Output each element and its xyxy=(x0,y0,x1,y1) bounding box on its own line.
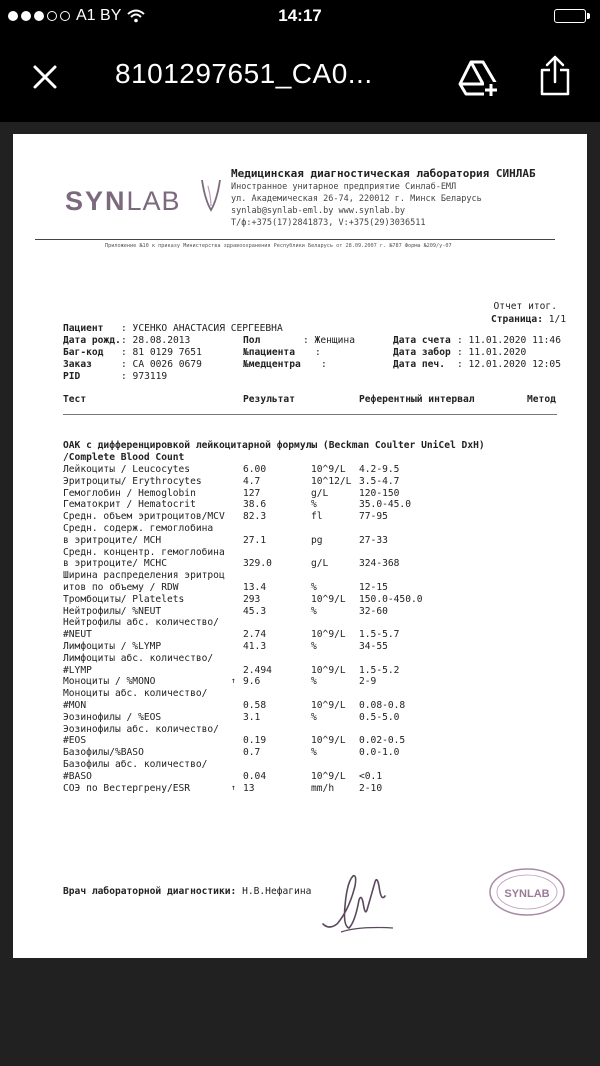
table-row xyxy=(63,582,563,594)
test-ref: 0.5-5.0 xyxy=(359,711,400,723)
test-ref: 12-15 xyxy=(359,581,388,593)
patient-label: Пациент xyxy=(63,323,104,334)
test-ref: 77-95 xyxy=(359,511,388,523)
test-ref: 1.5-5.7 xyxy=(359,629,400,641)
test-value: 0.58 xyxy=(243,699,267,711)
test-name: Лейкоциты / Leucocytes xyxy=(63,464,191,475)
stamp-icon xyxy=(487,866,567,918)
divider xyxy=(63,414,557,415)
test-value: 27.1 xyxy=(243,534,267,546)
test-value: 0.7 xyxy=(243,747,261,759)
file-title: 8101297651_CA0... xyxy=(115,58,373,89)
page-value: 1/1 xyxy=(548,314,567,325)
high-flag-icon: ↑ xyxy=(231,782,236,792)
test-unit: % xyxy=(311,605,317,617)
table-row xyxy=(63,747,563,759)
test-name: Нейтрофилы абс. количество/ xyxy=(63,617,219,629)
test-name: Гематокрит / Hematocrit xyxy=(63,499,196,511)
test-value: 45.3 xyxy=(243,605,267,617)
table-row xyxy=(63,759,563,771)
test-name: Нейтрофилы/ %NEUT xyxy=(63,605,162,617)
test-unit: 10^9/L xyxy=(311,770,346,782)
section-title: ОАК с дифференцировкой лейкоцитарной формулы (Beckman Coulter UniCel DxH) /Complete Blood Count xyxy=(63,440,485,463)
table-row xyxy=(63,511,563,523)
test-unit: % xyxy=(311,711,317,723)
table-row xyxy=(63,665,563,677)
toggle-icon xyxy=(554,9,586,23)
test-unit: g/L xyxy=(311,558,329,570)
test-name: Гемоглобин / Hemoglobin xyxy=(63,487,196,499)
test-ref: 2-10 xyxy=(359,782,383,794)
table-row xyxy=(63,558,563,570)
table-row xyxy=(63,606,563,618)
test-name: Эозинофилы / %EOS xyxy=(63,711,162,723)
test-ref: 150.0-450.0 xyxy=(359,593,423,605)
lab-header xyxy=(231,168,536,229)
invoice-value: : 11.01.2020 11:46 xyxy=(457,335,561,346)
lab-line-1: Иностранное унитарное предприятие Синлаб-ЕМЛ xyxy=(231,182,457,192)
sex-value: : Женщина xyxy=(303,335,355,346)
test-ref: 32-60 xyxy=(359,605,388,617)
clock: 14:17 xyxy=(278,6,322,25)
table-row xyxy=(63,735,563,747)
test-ref: 27-33 xyxy=(359,534,388,546)
test-unit: % xyxy=(311,676,317,688)
document-page xyxy=(13,134,587,958)
test-name: Лимфоциты / %LYMP xyxy=(63,640,162,652)
carrier-label: A1 BY xyxy=(76,7,122,24)
test-ref: 35.0-45.0 xyxy=(359,499,411,511)
test-name: Базофилы/%BASO xyxy=(63,747,144,759)
col-test: Тест xyxy=(63,394,87,405)
test-ref: 34-55 xyxy=(359,640,388,652)
share-icon[interactable] xyxy=(538,54,572,96)
test-ref: 0.0-1.0 xyxy=(359,747,400,759)
lab-title: Медицинская диагностическая лаборатория СИНЛАБ xyxy=(231,167,536,180)
col-result: Результат xyxy=(243,394,295,405)
test-value: 127 xyxy=(243,487,261,499)
test-unit: 10^9/L xyxy=(311,735,346,747)
collect-label: Дата забор xyxy=(393,347,451,358)
table-row xyxy=(63,617,563,629)
test-ref: 0.02-0.5 xyxy=(359,735,406,747)
test-value: 13.4 xyxy=(243,581,267,593)
col-method: Метод xyxy=(527,394,556,405)
decree-note: Приложение №10 к приказу Министерства здравоохранения Республики Беларусь от 28.09.2007 г. №787 Форма №209/у-07 xyxy=(105,243,452,249)
test-value: 329.0 xyxy=(243,558,272,570)
test-unit: % xyxy=(311,499,317,511)
test-value: 82.3 xyxy=(243,511,267,523)
test-value: 3.1 xyxy=(243,711,261,723)
test-name: в эритроците/ MCH xyxy=(63,534,162,546)
status-bar xyxy=(0,0,600,34)
test-value: 6.00 xyxy=(243,464,267,475)
test-name: Лимфоциты абс. количество/ xyxy=(63,652,214,664)
table-row xyxy=(63,712,563,724)
print-label: Дата печ. xyxy=(393,359,445,370)
test-ref: 2-9 xyxy=(359,676,377,688)
test-unit: % xyxy=(311,581,317,593)
dob-label: Дата рожд. xyxy=(63,335,121,346)
table-row xyxy=(63,641,563,653)
test-ref: 324-368 xyxy=(359,558,400,570)
test-ref: 1.5-5.2 xyxy=(359,664,400,676)
print-value: : 12.01.2020 12:05 xyxy=(457,359,561,370)
table-row xyxy=(63,488,563,500)
results-table xyxy=(63,464,563,794)
order-label: Заказ xyxy=(63,359,92,370)
test-ref: 120-150 xyxy=(359,487,400,499)
drive-add-icon[interactable] xyxy=(458,58,498,98)
test-unit: 10^9/L xyxy=(311,593,346,605)
test-ref: 4.2-9.5 xyxy=(359,464,400,475)
test-name: Моноциты / %MONO xyxy=(63,676,156,688)
table-row xyxy=(63,629,563,641)
page-label: Страница: xyxy=(491,314,543,325)
test-value: 0.19 xyxy=(243,735,267,747)
test-value: 2.74 xyxy=(243,629,267,641)
test-value: 293 xyxy=(243,593,261,605)
table-row xyxy=(63,771,563,783)
patient-value: : УСЕНКО АНАСТАСИЯ СЕРГЕЕВНА xyxy=(121,323,283,334)
test-name: СОЭ по Вестергрену/ESR xyxy=(63,782,191,794)
test-name: Тромбоциты/ Platelets xyxy=(63,593,185,605)
test-unit: mm/h xyxy=(311,782,335,794)
test-unit: 10^12/L xyxy=(311,475,352,487)
test-name: в эритроците/ MCHC xyxy=(63,558,167,570)
table-row xyxy=(63,499,563,511)
test-unit: fl xyxy=(311,511,323,523)
barcode-label: Баг-код xyxy=(63,347,104,358)
report-title: Отчет итог. xyxy=(493,301,557,312)
table-row xyxy=(63,676,563,688)
logo-mark-icon xyxy=(199,178,223,212)
test-value: 2.494 xyxy=(243,664,272,676)
test-unit: 10^9/L xyxy=(311,664,346,676)
test-unit: % xyxy=(311,747,317,759)
test-value: 4.7 xyxy=(243,475,261,487)
test-unit: 10^9/L xyxy=(311,629,346,641)
col-ref: Референтный интервал xyxy=(359,394,475,405)
signature-icon xyxy=(319,866,399,936)
sex-label: Пол xyxy=(243,335,261,346)
patient-no-label: №пациента xyxy=(243,347,295,358)
test-name: Средн. содерж. гемоглобина xyxy=(63,522,214,534)
divider xyxy=(35,239,555,240)
lab-line-3: synlab@synlab-eml.by www.synlab.by xyxy=(231,206,405,216)
test-name: Базофилы абс. количество/ xyxy=(63,758,208,770)
test-value: 0.04 xyxy=(243,770,267,782)
table-row xyxy=(63,783,563,795)
table-row xyxy=(63,547,563,559)
test-name: Средн. концентр. гемоглобина xyxy=(63,546,225,558)
doctor-name: Н.В.Нефагина xyxy=(242,886,312,897)
invoice-label: Дата счета xyxy=(393,335,451,346)
test-unit: % xyxy=(311,640,317,652)
test-value: 41.3 xyxy=(243,640,267,652)
test-unit: pg xyxy=(311,534,323,546)
test-name: Ширина распределения эритроц xyxy=(63,570,225,582)
nav-bar xyxy=(0,34,600,122)
close-icon[interactable] xyxy=(30,62,60,92)
test-unit: 10^9/L xyxy=(311,464,346,475)
report-info xyxy=(491,300,567,326)
test-name: итов по объему / RDW xyxy=(63,581,179,593)
test-name: Средн. объем эритроцитов/MCV xyxy=(63,511,225,523)
patient-no-value: : xyxy=(315,347,321,358)
order-value: : CA 0026 0679 xyxy=(121,359,202,370)
lab-line-4: Т/ф:+375(17)2841873, V:+375(29)3036511 xyxy=(231,218,426,228)
table-row xyxy=(63,523,563,535)
table-row xyxy=(63,535,563,547)
high-flag-icon: ↑ xyxy=(231,676,236,686)
medcenter-label: №медцентра xyxy=(243,359,301,370)
test-ref: 3.5-4.7 xyxy=(359,475,400,487)
lab-line-2: ул. Академическая 26-74, 220012 г. Минск Беларусь xyxy=(231,194,482,204)
pid-value: : 973119 xyxy=(121,371,168,382)
test-name: Эритроциты/ Erythrocytes xyxy=(63,475,202,487)
synlab-logo: SYNLAB xyxy=(65,186,181,216)
table-row xyxy=(63,570,563,582)
table-row xyxy=(63,653,563,665)
test-name: #EOS xyxy=(63,735,87,747)
test-name: #MON xyxy=(63,699,87,711)
table-row xyxy=(63,724,563,736)
table-row xyxy=(63,700,563,712)
doctor-line xyxy=(63,886,311,897)
test-name: Эозинофилы абс. количество/ xyxy=(63,723,219,735)
dob-value: : 28.08.2013 xyxy=(121,335,191,346)
table-row xyxy=(63,464,563,476)
test-value: 38.6 xyxy=(243,499,267,511)
doctor-label: Врач лабораторной диагностики: xyxy=(63,886,237,897)
test-ref: <0.1 xyxy=(359,770,383,782)
barcode-value: : 81 0129 7651 xyxy=(121,347,202,358)
test-value: 13 xyxy=(243,782,255,794)
medcenter-value: : xyxy=(321,359,327,370)
test-unit: 10^9/L xyxy=(311,699,346,711)
test-ref: 0.08-0.8 xyxy=(359,699,406,711)
test-name: #NEUT xyxy=(63,629,92,641)
pid-label: PID xyxy=(63,371,81,382)
stamp-text: SYNLAB xyxy=(504,888,550,900)
test-name: #BASO xyxy=(63,770,92,782)
test-name: Моноциты абс. количество/ xyxy=(63,688,208,700)
table-row xyxy=(63,476,563,488)
test-name: #LYMP xyxy=(63,664,92,676)
table-row xyxy=(63,594,563,606)
test-value: 9.6 xyxy=(243,676,261,688)
table-row xyxy=(63,688,563,700)
test-unit: g/L xyxy=(311,487,329,499)
collect-value: : 11.01.2020 xyxy=(457,347,527,358)
